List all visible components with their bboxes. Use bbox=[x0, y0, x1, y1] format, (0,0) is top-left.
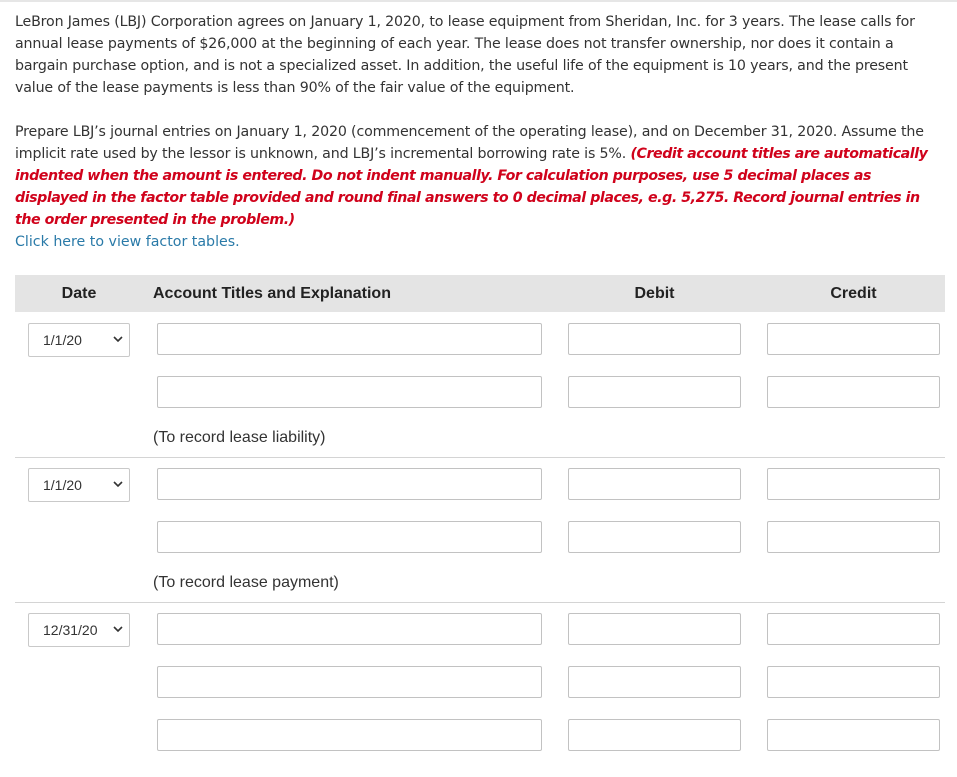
debit-input[interactable] bbox=[568, 323, 741, 355]
debit-input[interactable] bbox=[568, 613, 741, 645]
chevron-down-icon bbox=[113, 336, 123, 343]
entry-divider bbox=[15, 602, 945, 603]
entry-explanation: (To record lease payment) bbox=[153, 574, 339, 591]
header-credit: Credit bbox=[830, 285, 877, 302]
account-title-input[interactable] bbox=[157, 521, 542, 553]
date-select-value: 1/1/20 bbox=[43, 332, 82, 348]
debit-input[interactable] bbox=[568, 521, 741, 553]
account-title-input[interactable] bbox=[157, 666, 542, 698]
top-divider bbox=[0, 0, 957, 2]
debit-input[interactable] bbox=[568, 666, 741, 698]
date-select-value: 1/1/20 bbox=[43, 477, 82, 493]
account-title-input[interactable] bbox=[157, 613, 542, 645]
header-debit: Debit bbox=[634, 285, 675, 302]
account-title-input[interactable] bbox=[157, 719, 542, 751]
header-account: Account Titles and Explanation bbox=[153, 285, 391, 302]
credit-input[interactable] bbox=[767, 521, 940, 553]
date-select[interactable] bbox=[28, 323, 130, 357]
header-date: Date bbox=[61, 285, 97, 302]
chevron-down-icon bbox=[113, 481, 123, 488]
problem-paragraph-1: LeBron James (LBJ) Corporation agrees on January 1, 2020, to lease equipment from Sheridan, Inc. for 3 years. The lease calls for annual lease payments of $26,000 at the beginning of each year. The lease does not transfer ownership, nor does it contain a bargain purchase option, and is not a specialized asset. In addition, the useful life of the equipment is 10 years, and the present value of the lease payments is less than 90% of the fair value of the equipment. bbox=[15, 14, 915, 96]
date-select[interactable] bbox=[28, 613, 130, 647]
credit-input[interactable] bbox=[767, 323, 940, 355]
entry-divider bbox=[15, 457, 945, 458]
account-title-input[interactable] bbox=[157, 323, 542, 355]
debit-input[interactable] bbox=[568, 376, 741, 408]
credit-input[interactable] bbox=[767, 719, 940, 751]
entry-explanation: (To record lease liability) bbox=[153, 429, 326, 446]
credit-input[interactable] bbox=[767, 468, 940, 500]
problem-paragraph-2 bbox=[15, 121, 945, 231]
journal-table-header bbox=[15, 275, 945, 312]
problem-text: Prepare LBJ’s journal entries on January 1, 2020 (commencement of the operating lease), and on December 31, 2020. Assume the implicit rate used by the lessor is unknown, and LBJ’s incremental borrowing rate is 5%. bbox=[15, 124, 924, 162]
credit-input[interactable] bbox=[767, 666, 940, 698]
instructions-text: (Credit account titles are automatically indented when the amount is entered. Do not indent manually. For calculation purposes, use 5 decimal places as displayed in the factor table provided and round final answers to 0 decimal places, e.g. 5,275. Record journal entries in the order presented in the problem.) bbox=[15, 146, 928, 228]
factor-tables-link[interactable]: Click here to view factor tables. bbox=[15, 234, 240, 250]
debit-input[interactable] bbox=[568, 468, 741, 500]
account-title-input[interactable] bbox=[157, 468, 542, 500]
date-select[interactable] bbox=[28, 468, 130, 502]
account-title-input[interactable] bbox=[157, 376, 542, 408]
credit-input[interactable] bbox=[767, 376, 940, 408]
date-select-value: 12/31/20 bbox=[43, 622, 98, 638]
chevron-down-icon bbox=[113, 626, 123, 633]
credit-input[interactable] bbox=[767, 613, 940, 645]
debit-input[interactable] bbox=[568, 719, 741, 751]
